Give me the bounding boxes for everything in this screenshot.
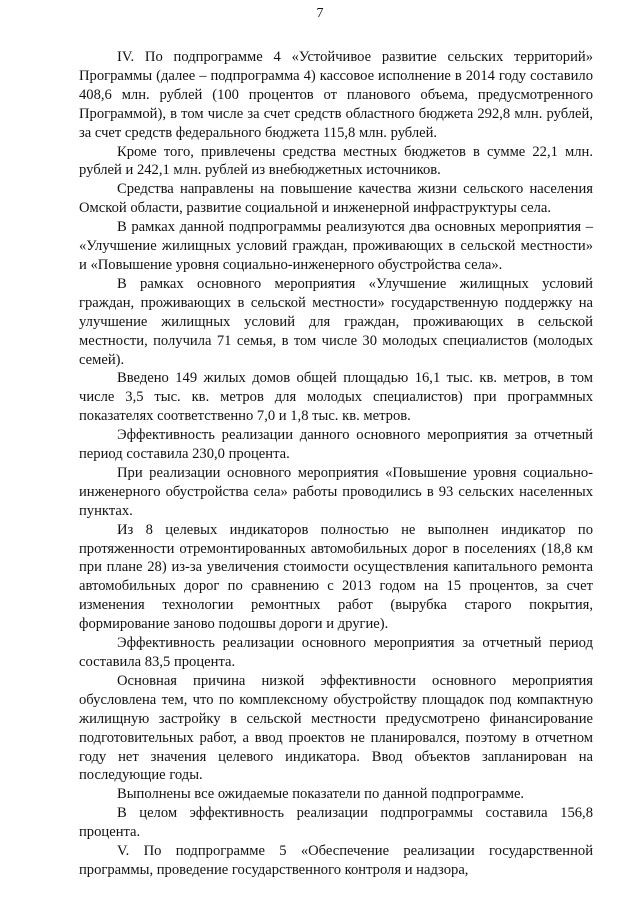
paragraph-road-indicator: Из 8 целевых индикаторов полностью не выполнен индикатор по протяженности отремонтированных автомобильных дорог в поселениях (18,8 км при плане 28) из-за увеличения стоимости осуществления капитального ремонта автомобильных дорог по сравнению с 2013 годом на 15 процентов, за счет изменения технологии ремонтных работ (вырубка старого покрытия, формирование заново подошвы дороги и другие). [79, 521, 593, 633]
paragraph-housing-support: В рамках основного мероприятия «Улучшение жилищных условий граждан, проживающих в сельской местности» государственную поддержку на улучшение жилищных условий для граждан, проживающих в сельской местности, получила 71 семья, в том числе 30 молодых специалистов (молодых семей). [79, 275, 593, 368]
paragraph-low-efficiency-reason: Основная причина низкой эффективности основного мероприятия обусловлена тем, что по комплексному обустройству площадок под компактную жилищную застройку в сельской местности предусмотрено финансирование подготовительных работ, а ввод проектов не планировался, поэтому в отчетном году нет значения целевого индикатора. Ввод объектов запланирован на последующие годы. [79, 672, 593, 784]
document-body [79, 48, 593, 880]
paragraph-additional-funds: Кроме того, привлечены средства местных бюджетов в сумме 22,1 млн. рублей и 242,1 млн. рублей из внебюджетных источников. [79, 143, 593, 179]
page-number: 7 [316, 6, 324, 21]
paragraph-houses-built: Введено 149 жилых домов общей площадью 16,1 тыс. кв. метров, в том числе 3,5 тыс. кв. метров для молодых специалистов) при программных показателях соответственно 7,0 и 1,8 тыс. кв. метров. [79, 370, 593, 425]
paragraph-indicators-met: Выполнены все ожидаемые показатели по данной подпрограмме. [117, 786, 525, 803]
paragraph-subprogram-4-summary: IV. По подпрограмме 4 «Устойчивое развитие сельских территорий» Программы (далее – подпрограмма 4) кассовое исполнение в 2014 году составило 408,6 млн. рублей (100 процентов от планового объема, предусмотренного Программой), в том числе за счет средств областного бюджета 292,8 млн. рублей, за счет средств федерального бюджета 115,8 млн. рублей. [79, 49, 593, 141]
paragraph-main-activities: В рамках данной подпрограммы реализуются два основных мероприятия – «Улучшение жилищных условий граждан, проживающих в сельской местности» и «Повышение уровня социально-инженерного обустройства села». [79, 219, 593, 273]
paragraph-funds-purpose: Средства направлены на повышение качества жизни сельского населения Омской области, развитие социальной и инженерной инфраструктуры села. [79, 181, 593, 217]
paragraph-infrastructure-works: При реализации основного мероприятия «Повышение уровня социально-инженерного обустройства села» работы проводились в 93 сельских населенных пунктах. [79, 464, 593, 519]
paragraph-housing-efficiency: Эффективность реализации данного основного мероприятия за отчетный период составила 230,0 процента. [79, 427, 593, 463]
paragraph-infrastructure-efficiency: Эффективность реализации основного мероприятия за отчетный период составила 83,5 процента. [79, 635, 593, 670]
paragraph-overall-efficiency: В целом эффективность реализации подпрограммы составила 156,8 процента. [79, 805, 593, 841]
paragraph-subprogram-5-intro: V. По подпрограмме 5 «Обеспечение реализации государственной программы, проведение государственного контроля и надзора, [79, 843, 593, 878]
